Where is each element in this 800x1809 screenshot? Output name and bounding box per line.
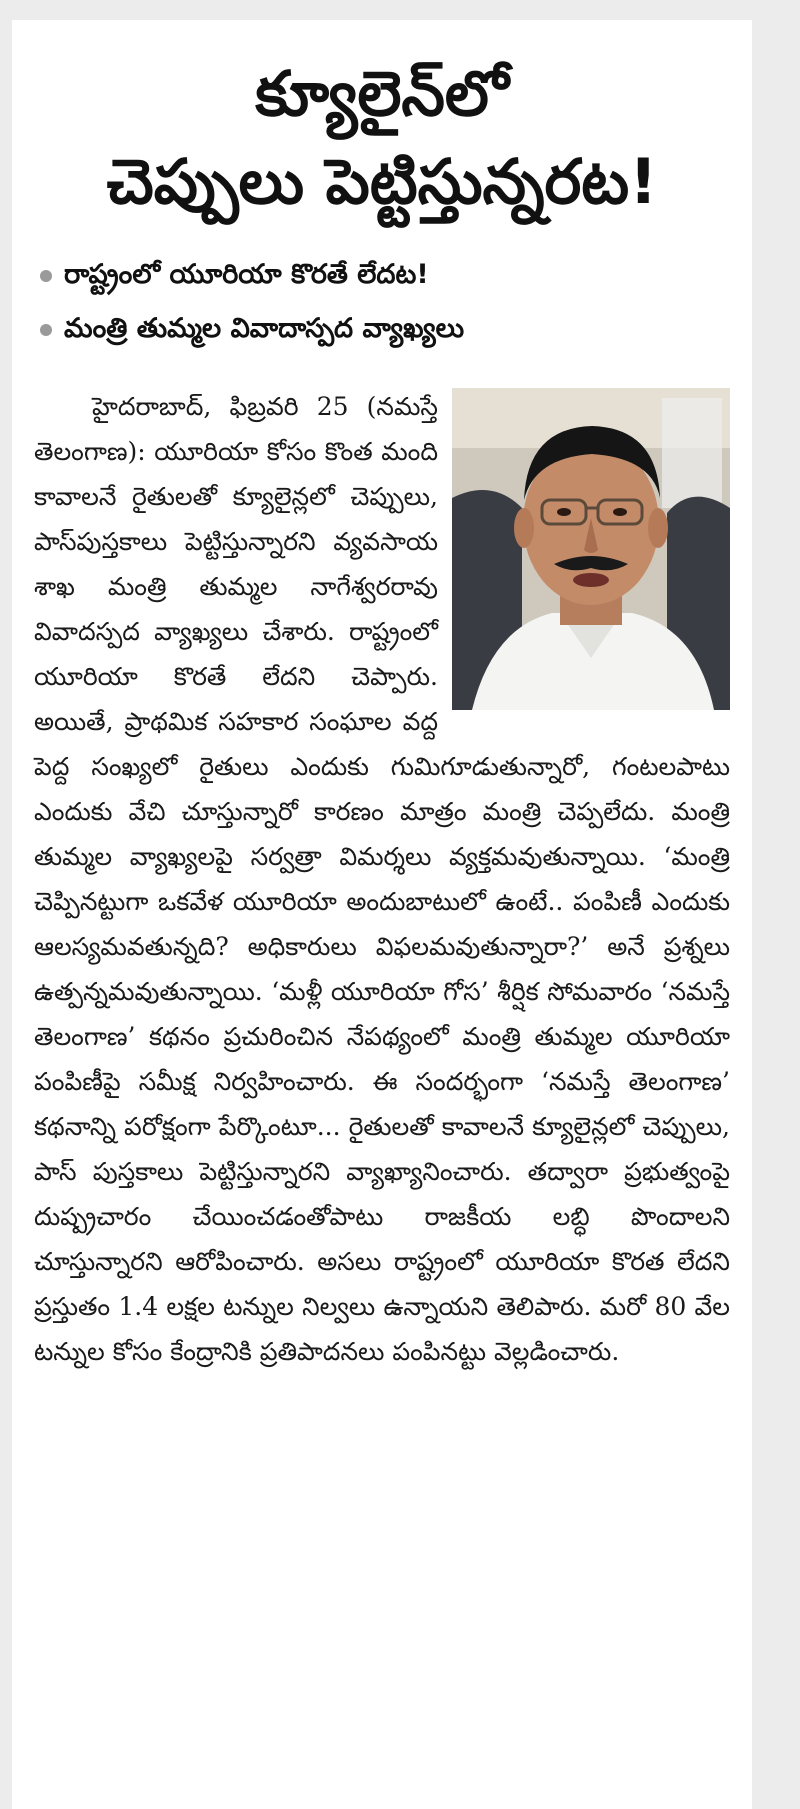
- minister-photo: [452, 388, 730, 710]
- subheadline-text: మంత్రి తుమ్మల వివాదాస్పద వ్యాఖ్యలు: [64, 313, 465, 344]
- headline-line-2: చెప్పులు పెట్టిస్తున్నరట!: [106, 145, 658, 218]
- subheadline-text: రాష్ట్రంలో యూరియా కొరతే లేదట!: [64, 259, 429, 290]
- bullet-icon: [40, 324, 52, 336]
- subheadline-item: [34, 248, 730, 302]
- portrait-illustration: [452, 388, 730, 710]
- subheadline-list: [34, 248, 730, 356]
- article-text: యూరియా కోసం కొంత మంది కావాలనే రైతులతో క్యూలైన్లలో చెప్పులు, పాస్‌పుస్తకాలు పెట్టిస్తున్నారని వ్యవసాయ శాఖ మంత్రి తుమ్మల నాగేశ్వరరావు వివాదస్పద వ్యాఖ్యలు చేశారు. రాష్ట్రంలో యూరియా కొరతే లేదని చెప్పారు. అయితే, ప్రాథమిక సహకార సంఘాల వద్ద పెద్ద సంఖ్యలో రైతులు ఎందుకు గుమిగూడుతున్నారో, గంటలపాటు ఎందుకు వేచి చూస్తున్నారో కారణం మాత్రం మంత్రి చెప్పలేదు. మంత్రి తుమ్మల వ్యాఖ్యలపై సర్వత్రా విమర్శలు వ్యక్తమవుతున్నాయి. ‘మంత్రి చెప్పినట్టుగా ఒకవేళ యూరియా అందుబాటులో ఉంటే.. పంపిణీ ఎందుకు ఆలస్యమవతున్నది? అధికారులు విఫలమవుతున్నారా?’ అనే ప్రశ్నలు ఉత్పన్నమవుతున్నాయి. ‘మళ్లీ యూరియా గోస’ శీర్షిక సోమవారం ‘నమస్తే తెలంగాణ’ కథనం ప్రచురించిన నేపథ్యంలో మంత్రి తుమ్మల యూరియా పంపిణీపై సమీక్ష నిర్వహించారు. ఈ సందర్భంగా ‘నమస్తే తెలంగాణ’ కథనాన్ని పరోక్షంగా పేర్కొంటూ... రైతులతో కావాలనే క్యూలైన్లలో చెప్పులు, పాస్ పుస్తకాలు పెట్టిస్తున్నారని వ్యాఖ్యానించారు. తద్వారా ప్రభుత్వంపై దుష్ప్రచారం చేయించడంతోపాటు రాజకీయ లబ్ధి పొందాలని చూస్తున్నారని ఆరోపించారు. అసలు రాష్ట్రంలో యూరియా కొరత లేదని ప్రస్తుతం 1.4 లక్షల టన్నుల నిల్వలు ఉన్నాయని తెలిపారు. మరో 80 వేల టన్నుల కోసం కేంద్రానికి ప్రతిపాదనలు పంపినట్టు వెల్లడించారు.: [34, 437, 730, 1366]
- headline: [34, 50, 730, 226]
- bullet-icon: [40, 270, 52, 282]
- subheadline-item: [34, 302, 730, 356]
- headline-line-1: క్యూలైన్‌లో: [255, 57, 509, 130]
- dateline: హైదరాబాద్, ఫిబ్రవరి 25 (నమస్తే తెలంగాణ):: [34, 392, 438, 466]
- newspaper-clipping: [12, 20, 752, 1809]
- article-body: [34, 384, 730, 1374]
